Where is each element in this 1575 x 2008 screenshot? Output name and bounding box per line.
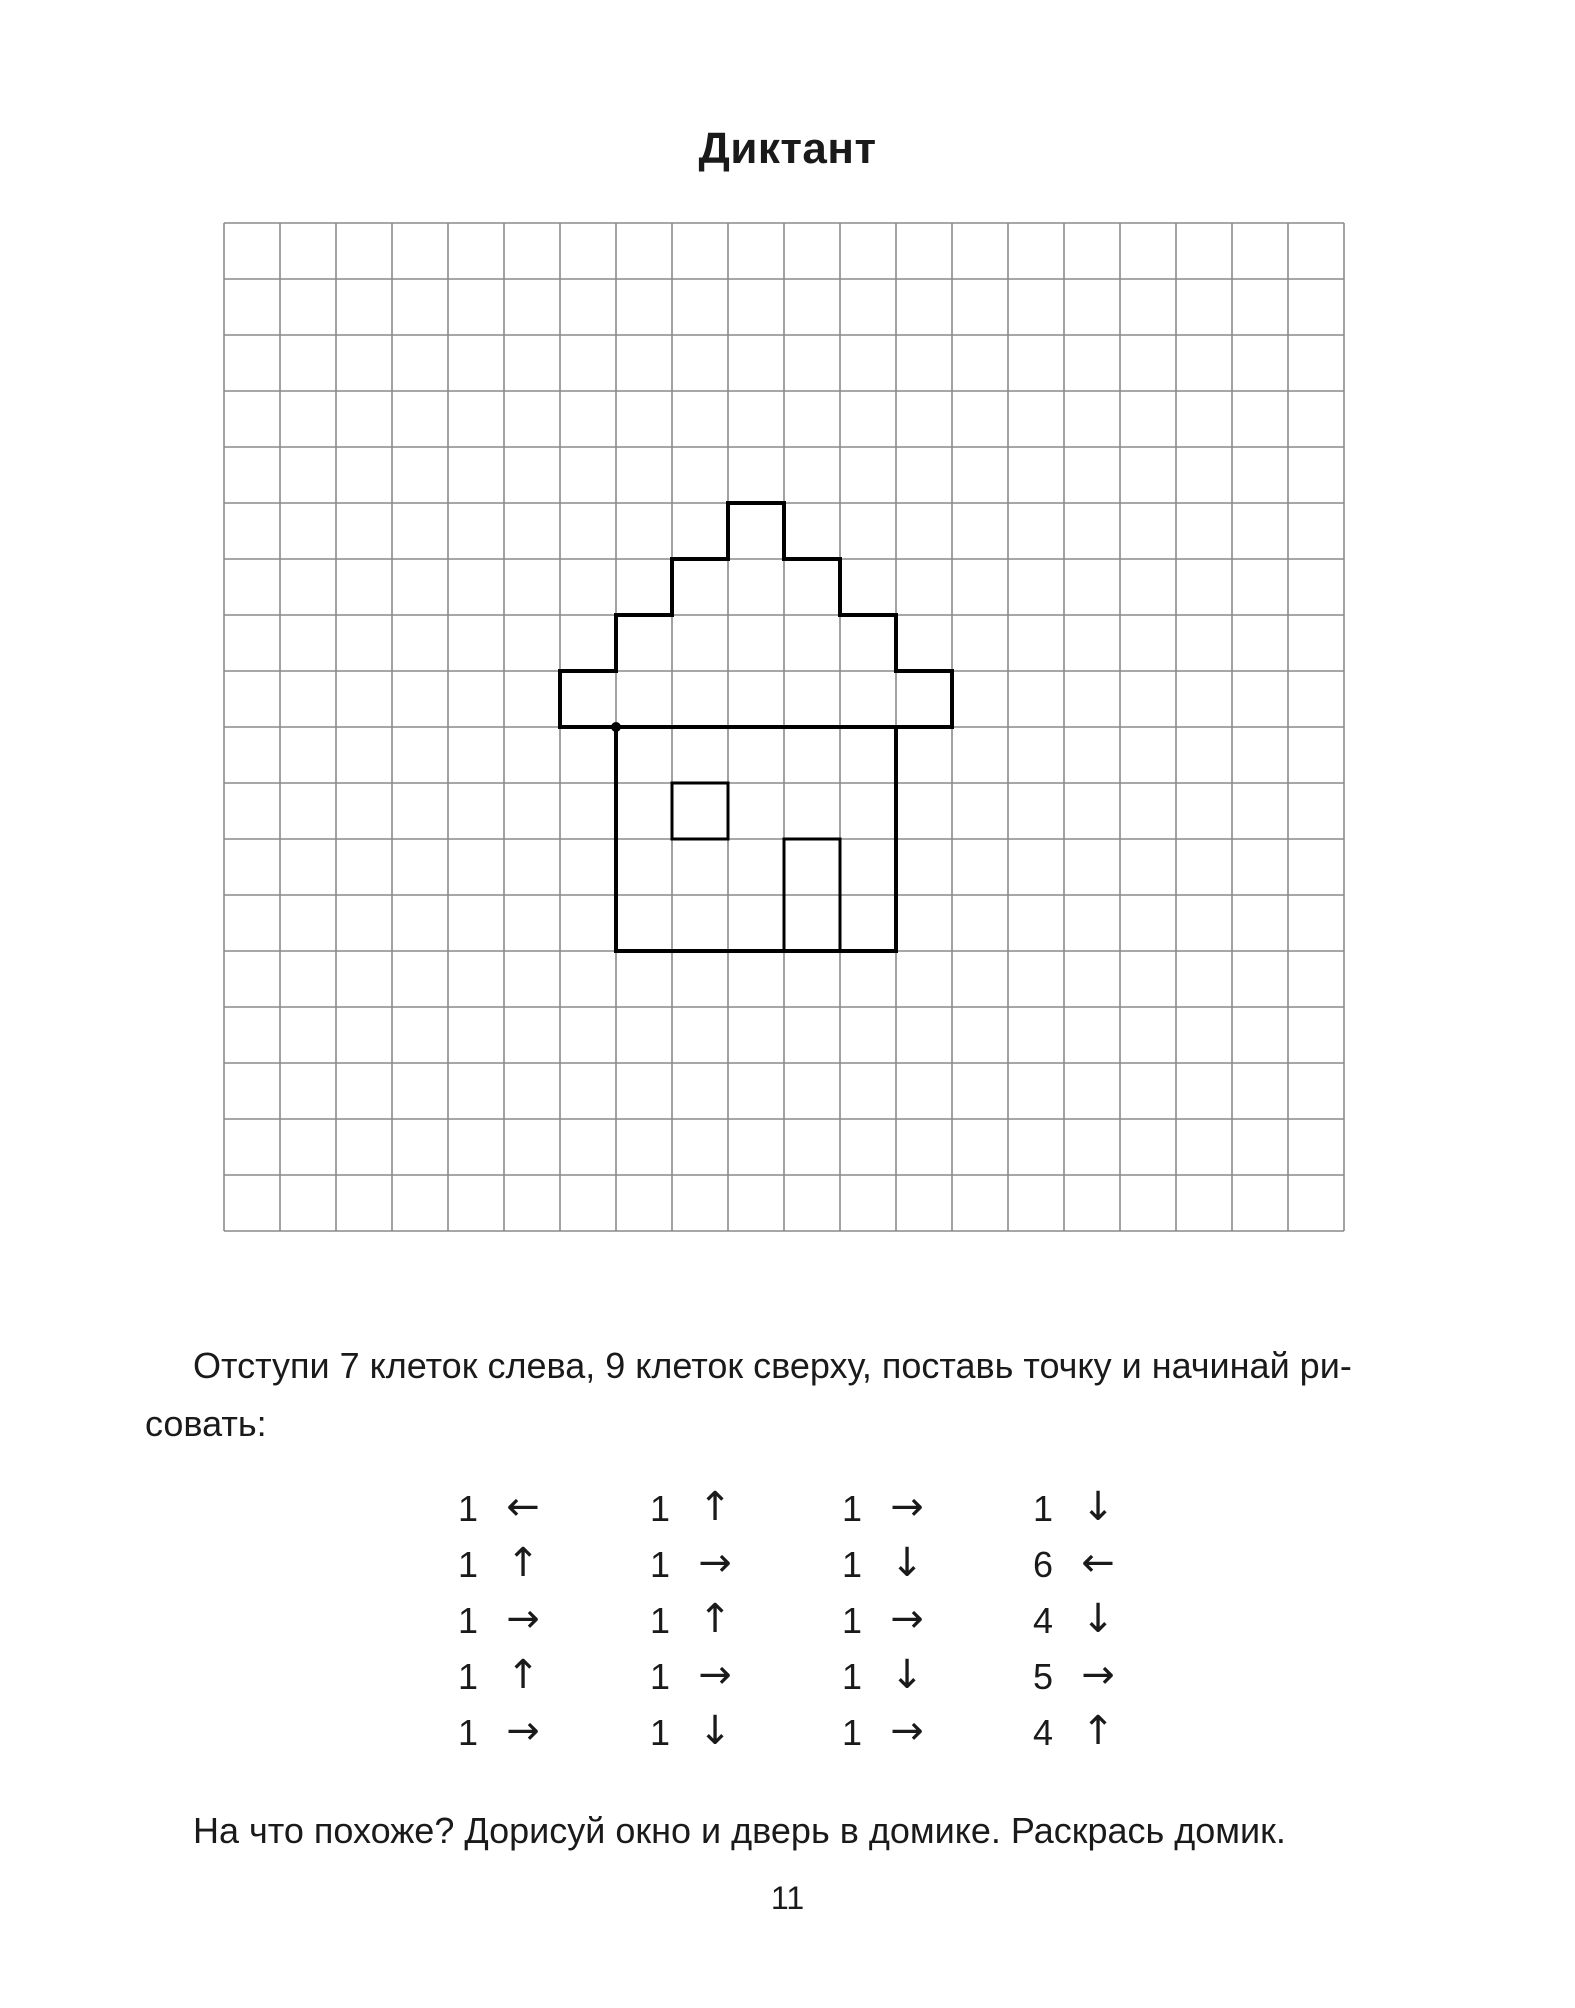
step-count: 1 [1032, 1488, 1054, 1529]
dictation-step [640, 1652, 750, 1712]
step-count: 4 [1032, 1712, 1054, 1753]
arrow-right-icon: → [506, 1596, 540, 1642]
arrow-right-icon: → [890, 1484, 924, 1530]
dictation-step [1023, 1652, 1133, 1712]
step-count: 6 [1032, 1544, 1054, 1585]
page-title: Диктант [698, 124, 877, 173]
step-count: 1 [457, 1656, 479, 1697]
arrow-right-icon: → [506, 1708, 540, 1754]
dictation-step [832, 1708, 942, 1768]
dictation-step [448, 1708, 558, 1768]
step-count: 1 [457, 1600, 479, 1641]
arrow-right-icon: → [890, 1596, 924, 1642]
page-number: 11 [770, 1880, 805, 1916]
step-count: 1 [841, 1544, 863, 1585]
step-count: 1 [649, 1600, 671, 1641]
step-count: 1 [649, 1656, 671, 1697]
arrow-right-icon: → [698, 1652, 732, 1698]
step-count: 1 [457, 1712, 479, 1753]
dictation-step [832, 1596, 942, 1656]
instruction-line-2: совать: [145, 1403, 267, 1444]
arrow-right-icon: → [890, 1708, 924, 1754]
arrow-up-icon: ↑ [506, 1540, 540, 1586]
dictation-step [832, 1652, 942, 1712]
arrow-up-icon: ↑ [698, 1596, 732, 1642]
dictation-step [640, 1708, 750, 1768]
dictation-step [832, 1540, 942, 1600]
arrow-down-icon: ↓ [890, 1652, 924, 1698]
dictation-step [448, 1540, 558, 1600]
arrow-up-icon: ↑ [1081, 1708, 1115, 1754]
start-point [611, 722, 621, 732]
instruction-text [145, 1337, 1435, 1453]
dictation-step [640, 1484, 750, 1544]
step-count: 1 [649, 1712, 671, 1753]
step-count: 4 [1032, 1600, 1054, 1641]
step-count: 1 [841, 1712, 863, 1753]
step-count: 1 [649, 1544, 671, 1585]
arrow-left-icon: ← [506, 1484, 540, 1530]
step-count: 1 [649, 1488, 671, 1529]
house-window [672, 783, 728, 839]
step-count: 1 [841, 1488, 863, 1529]
arrow-left-icon: ← [1081, 1540, 1115, 1586]
dictation-step [448, 1484, 558, 1544]
arrow-right-icon: → [698, 1540, 732, 1586]
arrow-down-icon: ↓ [890, 1540, 924, 1586]
dictation-step [1023, 1484, 1133, 1544]
arrow-right-icon: → [1081, 1652, 1115, 1698]
house-drawing [560, 503, 952, 951]
dictation-step [448, 1596, 558, 1656]
arrow-down-icon: ↓ [1081, 1484, 1115, 1530]
dictation-step [1023, 1540, 1133, 1600]
arrow-down-icon: ↓ [698, 1708, 732, 1754]
step-count: 1 [457, 1544, 479, 1585]
dictation-step [448, 1652, 558, 1712]
dictation-step [832, 1484, 942, 1544]
step-count: 5 [1032, 1656, 1054, 1697]
step-count: 1 [457, 1488, 479, 1529]
arrow-up-icon: ↑ [506, 1652, 540, 1698]
arrow-down-icon: ↓ [1081, 1596, 1115, 1642]
instruction-line-1: Отступи 7 клеток слева, 9 клеток сверху, поставь точку и начинай ри- [193, 1345, 1352, 1386]
step-count: 1 [841, 1656, 863, 1697]
dictation-step [640, 1540, 750, 1600]
arrow-up-icon: ↑ [698, 1484, 732, 1530]
dictation-step [640, 1596, 750, 1656]
question-text: На что похоже? Дорисуй окно и дверь в домике. Раскрась домик. [193, 1810, 1286, 1851]
dictation-step [1023, 1596, 1133, 1656]
step-count: 1 [841, 1600, 863, 1641]
dictation-step [1023, 1708, 1133, 1768]
